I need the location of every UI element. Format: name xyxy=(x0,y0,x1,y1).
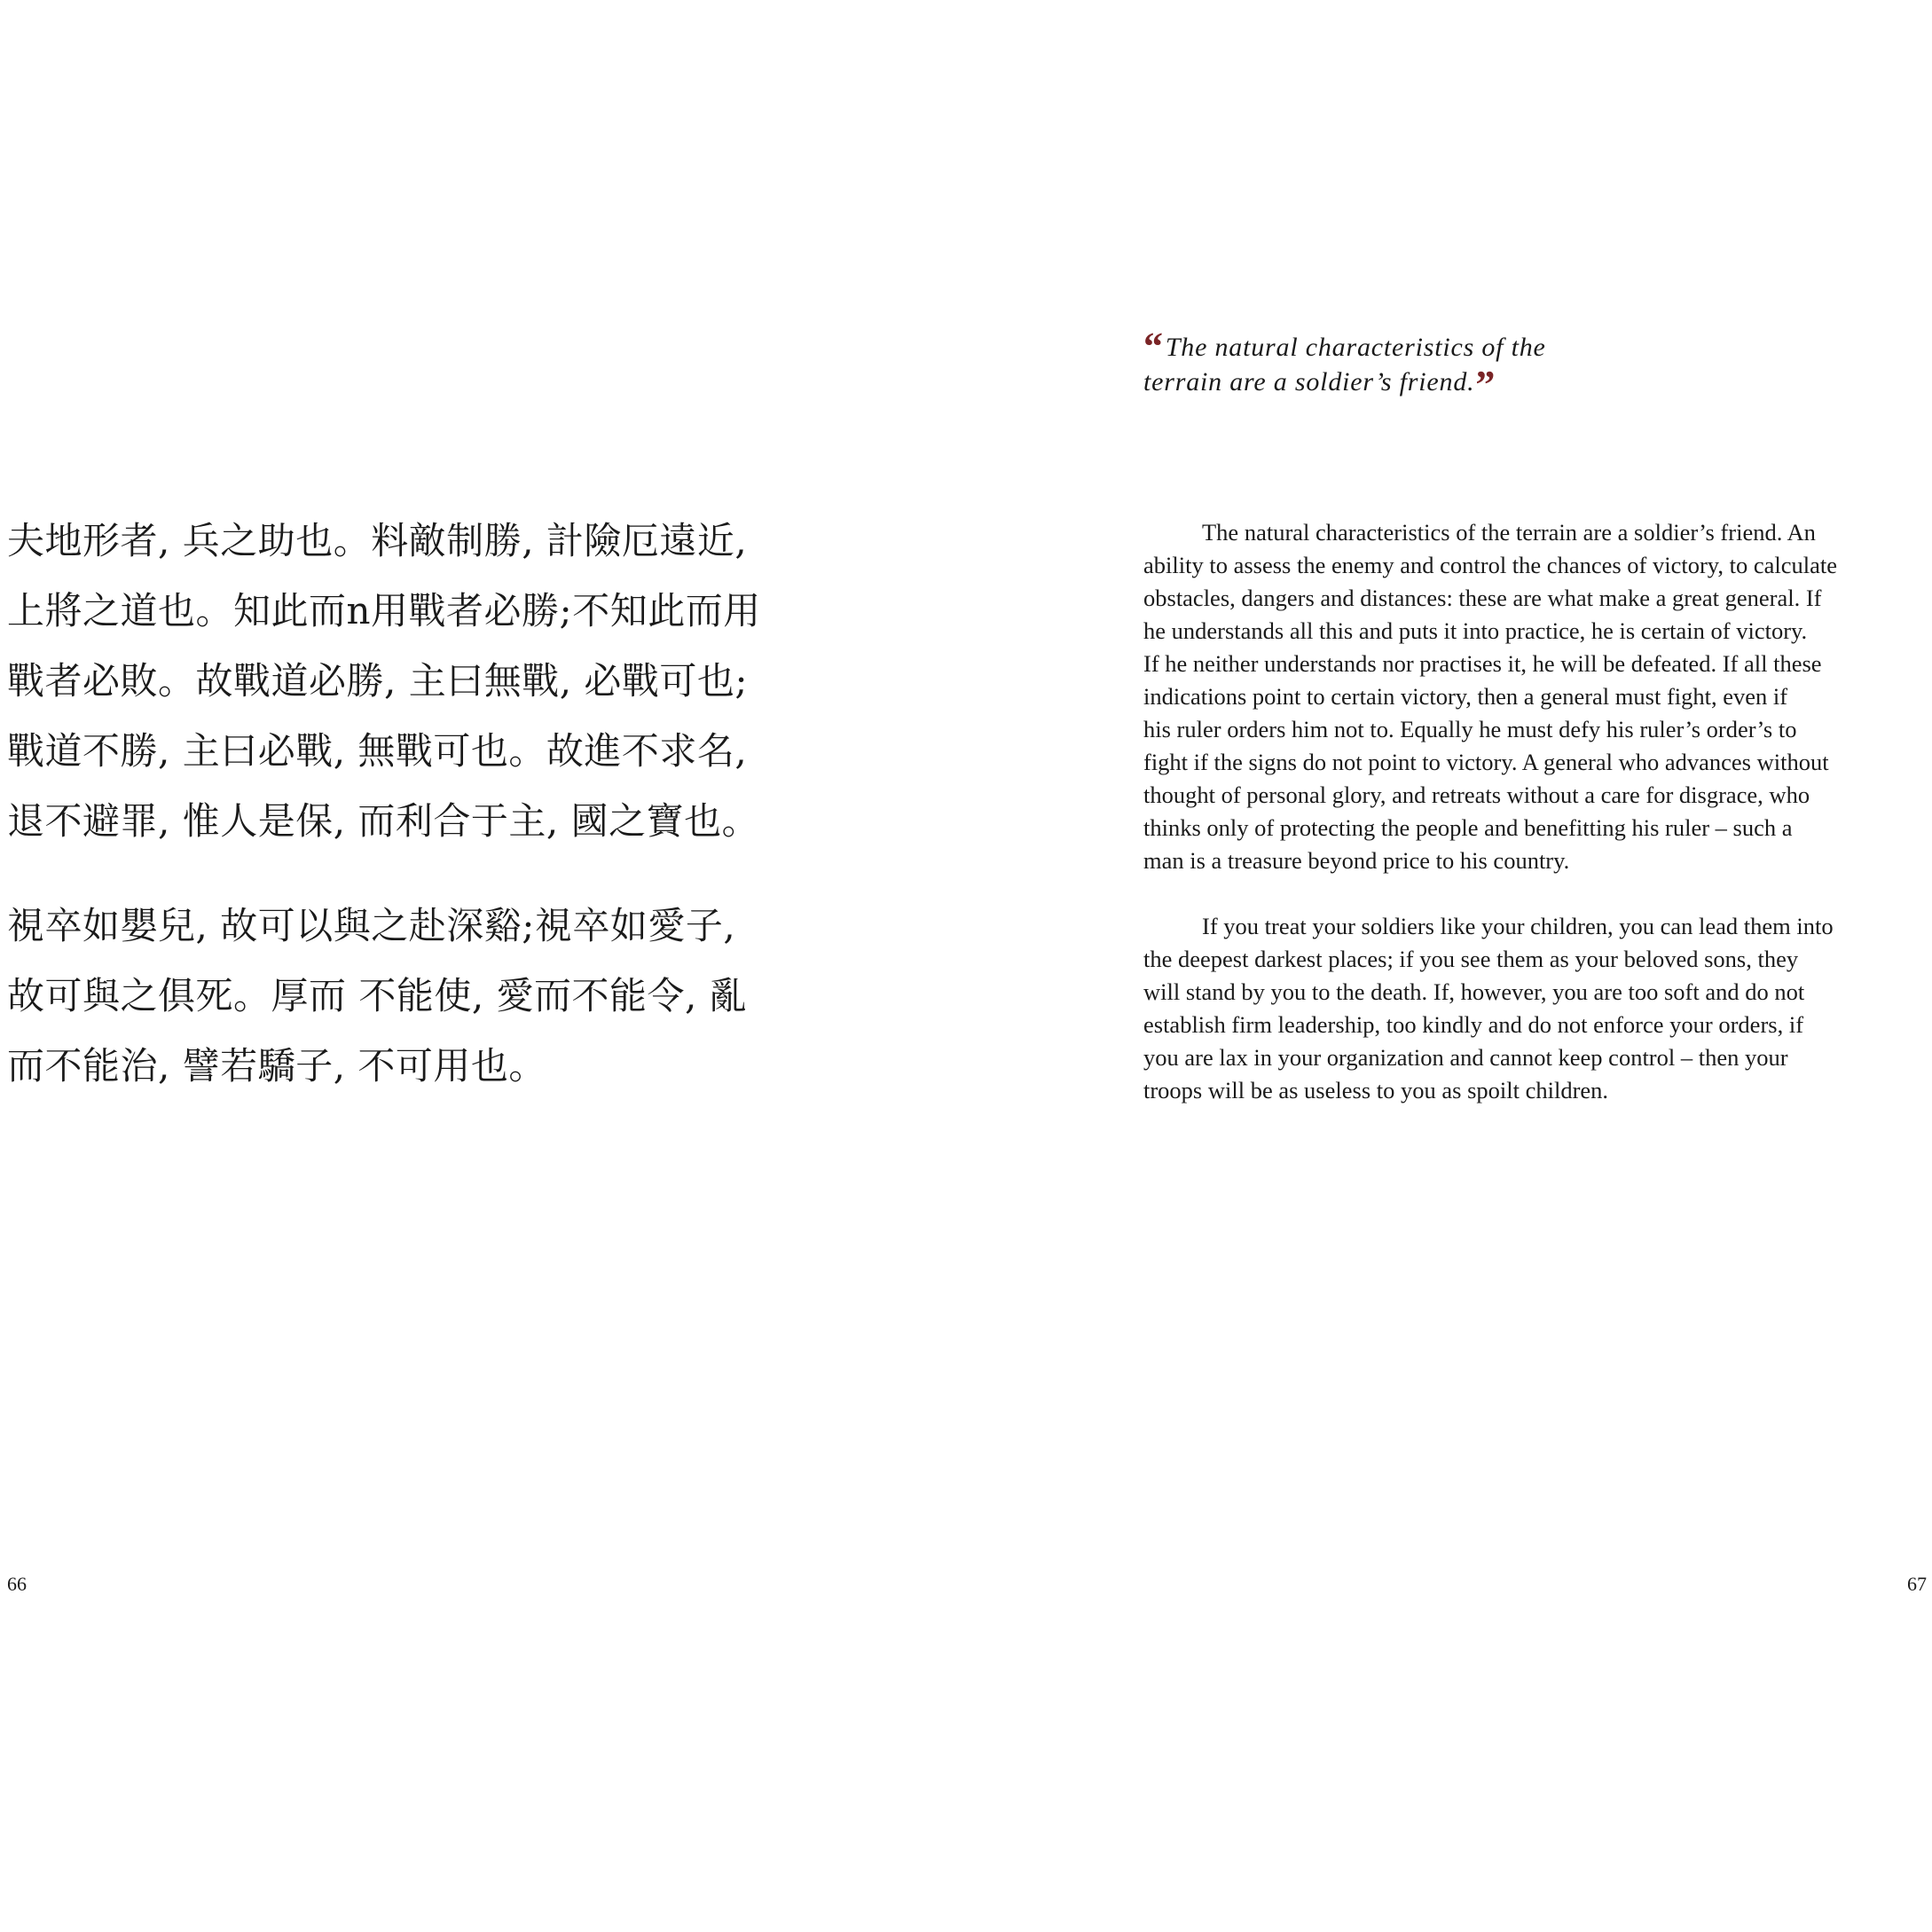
english-line: troops will be as useless to you as spoilt children. xyxy=(1143,1077,1609,1103)
english-line: If you treat your soldiers like your children, you can lead them into xyxy=(1202,913,1834,939)
right-page xyxy=(966,0,1932,1932)
chinese-line: 戰者必敗。故戰道必勝, 主曰無戰, 必戰可也; xyxy=(7,659,749,703)
chinese-line: 視卒如嬰兒, 故可以與之赴深谿;視卒如愛子, xyxy=(7,904,736,947)
page-number-right: 67 xyxy=(1907,1573,1927,1595)
english-line: indications point to certain victory, then a general must fight, even if xyxy=(1143,683,1788,710)
english-line: ability to assess the enemy and control the chances of victory, to calculate xyxy=(1143,552,1837,578)
english-line: thinks only of protecting the people and benefitting his ruler – such a xyxy=(1143,814,1793,841)
english-paragraph-1 xyxy=(1143,516,1917,877)
english-line: obstacles, dangers and distances: these are what make a great general. If xyxy=(1143,585,1822,611)
english-paragraph-2 xyxy=(1143,910,1917,1107)
english-line: thought of personal glory, and retreats without a care for disgrace, who xyxy=(1143,781,1810,808)
english-line: the deepest darkest places; if you see them as your beloved sons, they xyxy=(1143,946,1799,972)
pull-quote xyxy=(1143,325,1693,406)
chinese-line: 夫地形者, 兵之助也。料敵制勝, 計險厄遠近, xyxy=(7,519,748,562)
english-line: his ruler orders him not to. Equally he must defy his ruler’s order’s to xyxy=(1143,716,1797,742)
close-quote-mark: ” xyxy=(1475,363,1496,406)
english-line: you are lax in your organization and cannot keep control – then your xyxy=(1143,1044,1788,1071)
english-line: man is a treasure beyond price to his country. xyxy=(1143,847,1570,874)
pull-quote-line-1: The natural characteristics of the xyxy=(1165,333,1546,362)
english-line: The natural characteristics of the terrain are a soldier’s friend. An xyxy=(1202,519,1816,546)
chinese-line: 退不避罪, 惟人是保, 而利合于主, 國之寶也。 xyxy=(7,799,760,843)
english-line: establish firm leadership, too kindly and do not enforce your orders, if xyxy=(1143,1011,1804,1038)
open-quote-mark: “ xyxy=(1143,325,1164,368)
chinese-line: 而不能治, 譬若驕子, 不可用也。 xyxy=(7,1044,546,1088)
chinese-line: 故可與之俱死。厚而 不能使, 愛而不能令, 亂 xyxy=(7,974,748,1017)
english-line: he understands all this and puts it into practice, he is certain of victory. xyxy=(1143,617,1808,644)
page-number-left: 66 xyxy=(7,1573,27,1595)
english-line: If he neither understands nor practises it, he will be defeated. If all these xyxy=(1143,650,1822,677)
english-line: will stand by you to the death. If, however, you are too soft and do not xyxy=(1143,978,1805,1005)
pull-quote-line-2: terrain are a soldier’s friend. xyxy=(1143,367,1475,397)
chinese-line: 上將之道也。知此而n用戰者必勝;不知此而用 xyxy=(7,589,761,632)
chinese-paragraph-1 xyxy=(7,506,894,856)
chinese-paragraph-2 xyxy=(7,891,894,1101)
english-line: fight if the signs do not point to victory. A general who advances without xyxy=(1143,749,1829,775)
chinese-line: 戰道不勝, 主曰必戰, 無戰可也。故進不求名, xyxy=(7,729,748,773)
